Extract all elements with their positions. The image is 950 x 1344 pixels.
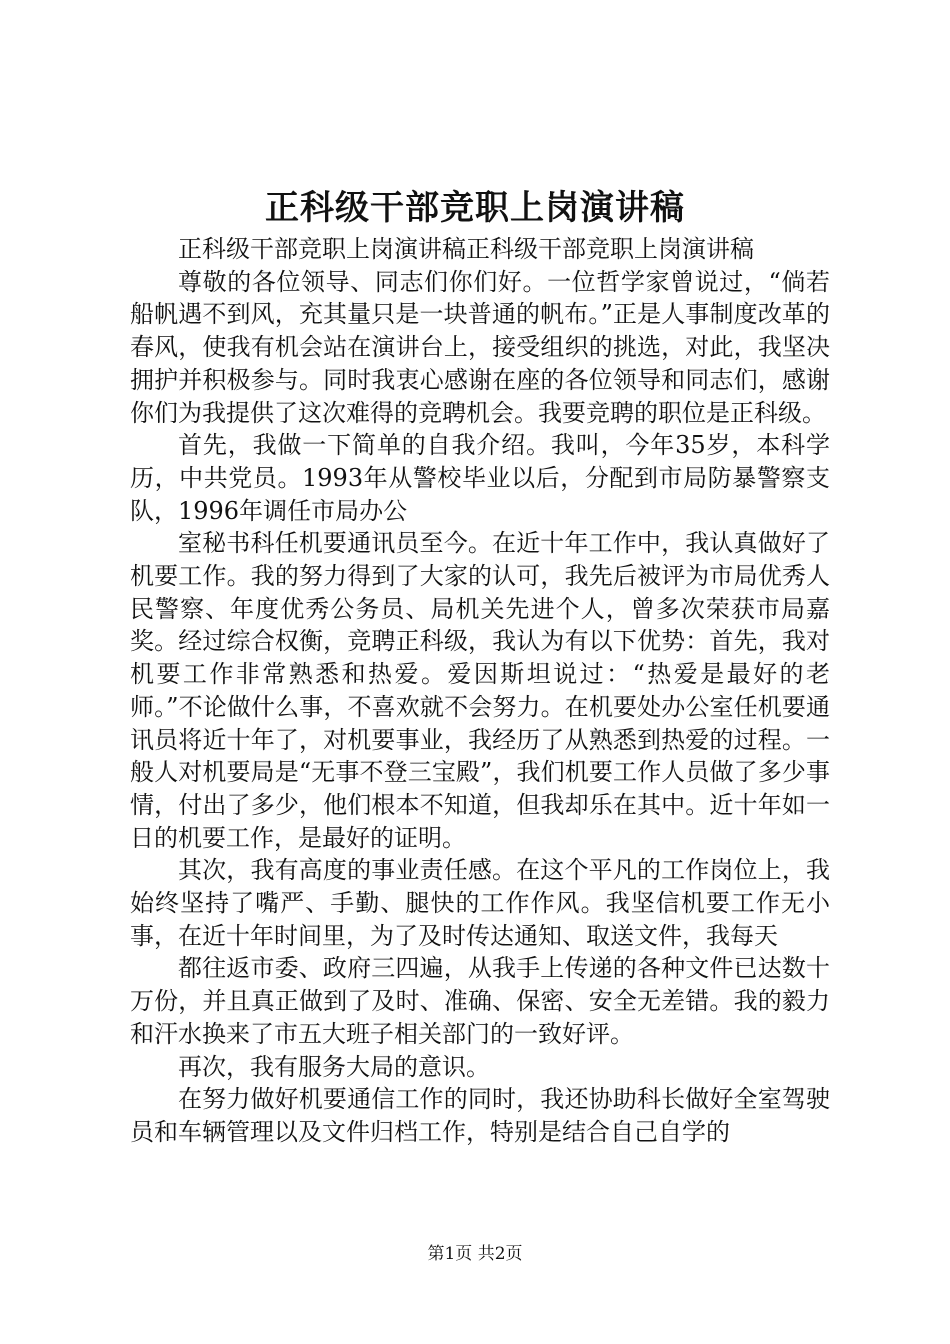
- paragraph: 都往返市委、政府三四遍，从我手上传递的各种文件已达数十万份，并且真正做到了及时、准确、保密、安全无差错。我的毅力和汗水换来了市五大班子相关部门的一致好评。: [130, 954, 830, 1048]
- page-number-footer: 第1页 共2页: [427, 1244, 523, 1264]
- document-body: [130, 233, 830, 1149]
- paragraph: 首先，我做一下简单的自我介绍。我叫，今年35岁，本科学历，中共党员。1993年从警校毕业以后，分配到市局防暴警察支队，1996年调任市局办公: [130, 431, 830, 525]
- paragraph: 再次，我有服务大局的意识。: [178, 1052, 490, 1081]
- document-title: 正科级干部竞职上岗演讲稿: [265, 188, 685, 228]
- paragraph: 尊敬的各位领导、同志们你们好。一位哲学家曾说过，“倘若船帆遇不到风，充其量只是一块普通的帆布。”正是人事制度改革的春风，使我有机会站在演讲台上，接受组织的挑选，对此，我坚决拥护并积极参与。同时我衷心感谢在座的各位领导和同志们，感谢你们为我提供了这次难得的竞聘机会。我要竞聘的职位是正科级。: [130, 267, 830, 427]
- paragraph: 正科级干部竞职上岗演讲稿正科级干部竞职上岗演讲稿: [178, 235, 754, 263]
- paragraph: 其次，我有高度的事业责任感。在这个平凡的工作岗位上，我始终坚持了嘴严、手勤、腿快的工作作风。我坚信机要工作无小事，在近十年时间里，为了及时传达通知、取送文件，我每天: [130, 856, 830, 950]
- paragraph: 室秘书科任机要通讯员至今。在近十年工作中，我认真做好了机要工作。我的努力得到了大家的认可，我先后被评为市局优秀人民警察、年度优秀公务员、局机关先进个人，曾多次荣获市局嘉奖。经过综合权衡，竞聘正科级，我认为有以下优势：首先，我对机要工作非常熟悉和热爱。爱因斯坦说过：“热爱是最好的老师。”不论做什么事，不喜欢就不会努力。在机要处办公室任机要通讯员将近十年了，对机要事业，我经历了从熟悉到热爱的过程。一般人对机要局是“无事不登三宝殿”，我们机要工作人员做了多少事情，付出了多少，他们根本不知道，但我却乐在其中。近十年如一日的机要工作，是最好的证明。: [130, 529, 830, 852]
- paragraph: 在努力做好机要通信工作的同时，我还协助科长做好全室驾驶员和车辆管理以及文件归档工作，特别是结合自己自学的: [130, 1085, 830, 1146]
